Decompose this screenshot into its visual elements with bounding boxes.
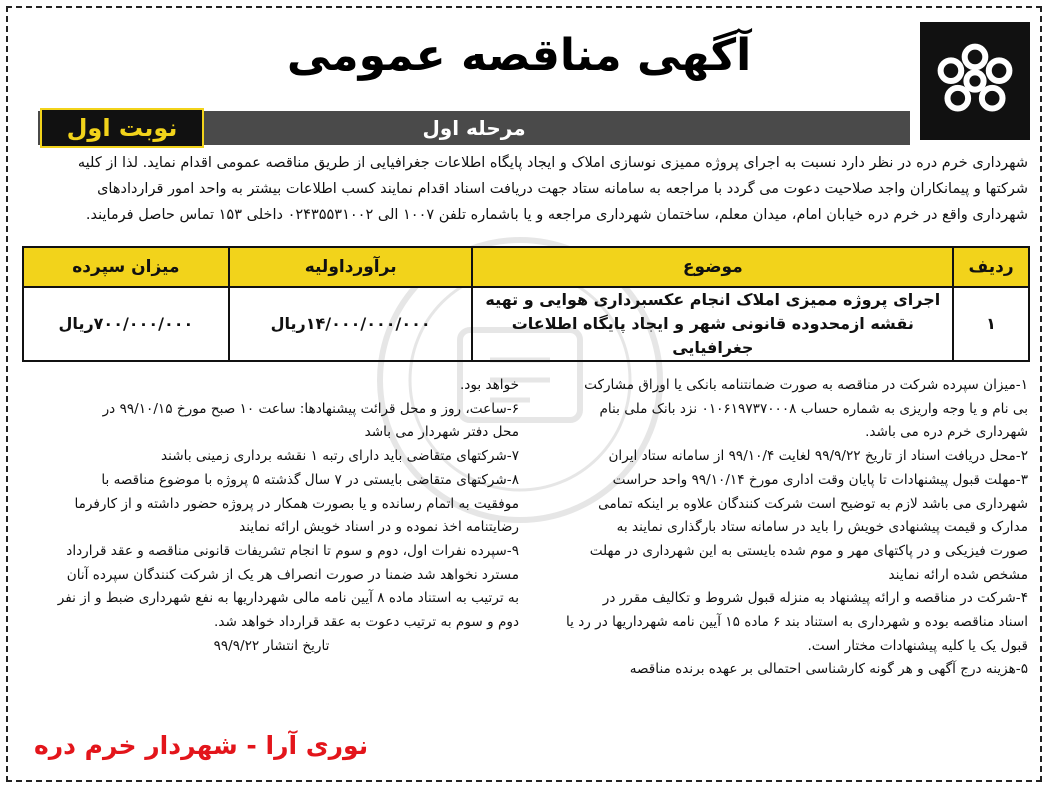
header-deposit: میزان سپرده bbox=[23, 247, 229, 287]
intro-line: شهرداری واقع در خرم دره خیابان امام، میدان معلم، ساختمان شهرداری مراجعه و یا باشماره تلفن ۱۰۰۷ الی ۰۲۴۳۵۵۳۱۰۰۲ داخلی ۱۵۳ تماس حاصل فرمایند. bbox=[85, 207, 1028, 223]
municipality-logo bbox=[920, 22, 1030, 140]
page-title: آگهی مناقصه عمومی bbox=[286, 30, 752, 81]
intro-line: شهرداری خرم دره در نظر دارد نسبت به اجرای پروژه ممیزی نوسازی املاک و ایجاد پایگاه اطلاعات جغرافیایی از طریق مناقصه عمومی اقدام نماید. لذا از کلیه bbox=[77, 155, 1028, 171]
header-index: ردیف bbox=[953, 247, 1029, 287]
tender-table bbox=[22, 246, 1030, 362]
term-line: محل دفتر شهردار می باشد bbox=[364, 424, 519, 441]
terms-column-right bbox=[533, 374, 1028, 754]
term-line: ۲-محل دریافت اسناد از تاریخ ۹۹/۹/۲۲ لغایت ۹۹/۱۰/۴ از سامانه ستاد ایران bbox=[608, 448, 1028, 465]
signature: نوری آرا - شهردار خرم دره bbox=[34, 731, 369, 760]
terms-section bbox=[24, 374, 1028, 754]
term-line: مدارک و قیمت پیشنهادی خویش را باید در سامانه ستاد بارگذاری نمایند به bbox=[616, 519, 1028, 536]
term-line: مسترد نخواهد شد ضمنا در صورت انصراف هر یک از شرکت کنندگان سپرده آنان bbox=[66, 566, 519, 583]
cell-subject bbox=[472, 287, 953, 361]
terms-column-left bbox=[24, 374, 519, 754]
phase-label: مرحله اول bbox=[422, 116, 526, 140]
term-line: ۹-سپرده نفرات اول، دوم و سوم تا انجام تشریفات قانونی مناقصه و عقد قرارداد bbox=[66, 542, 519, 559]
term-line: شهرداری می باشد لازم به توضیح است شرکت کنندگان علاوه بر اینکه تمامی bbox=[598, 495, 1028, 512]
subject-line: اجرای پروژه ممیزی املاک انجام عکسبرداری هوایی و تهیه bbox=[485, 290, 941, 309]
header-subject: موضوع bbox=[472, 247, 953, 287]
municipality-logo-icon bbox=[932, 38, 1018, 124]
term-line: شهرداری خرم دره می باشد. bbox=[865, 424, 1028, 441]
intro-paragraph bbox=[22, 150, 1028, 228]
term-line: ۱-میزان سپرده شرکت در مناقصه به صورت ضمانتنامه بانکی یا اوراق مشارکت bbox=[584, 377, 1028, 393]
term-line: بی نام و یا وجه واریزی به شماره حساب ۰۱۰۶۱۹۷۳۷۰۰۰۸ نزد بانک ملی بنام bbox=[599, 400, 1028, 417]
term-line: صورت فیزیکی و در پاکتهای مهر و موم شده بایستی به این شهرداری در مهلت bbox=[589, 542, 1028, 559]
term-line: قبول یک یا کلیه پیشنهادات مختار است. bbox=[807, 637, 1028, 654]
table-row bbox=[23, 287, 1029, 361]
term-line: ۸-شرکتهای متقاضی بایستی در ۷ سال گذشته ۵ پروژه با موضوع مناقصه با bbox=[101, 471, 519, 488]
term-line: مشخص شده ارائه نمایند bbox=[888, 566, 1028, 583]
term-line: رضایتنامه اخذ نموده و در اسناد خویش ارائه نمایند bbox=[239, 519, 519, 536]
round-badge: نوبت اول bbox=[40, 108, 204, 148]
cell-deposit: ۷۰۰/۰۰۰/۰۰۰ریال bbox=[23, 287, 229, 361]
term-line: خواهد بود. bbox=[459, 377, 519, 393]
intro-line: شرکتها و پیمانکاران واجد صلاحیت دعوت می گردد با مراجعه به سامانه ستاد جهت دریافت اسناد اقدام نمایند کسب اطلاعات بیشتر به واحد امور قراردادهای bbox=[97, 181, 1028, 197]
term-line: ۳-مهلت قبول پیشنهادات تا پایان وقت اداری مورخ ۹۹/۱۰/۱۴ واحد حراست bbox=[612, 471, 1028, 488]
publication-date: تاریخ انتشار ۹۹/۹/۲۲ bbox=[213, 637, 330, 654]
term-line: ۶-ساعت، روز و محل قرائت پیشنهادها: ساعت ۱۰ صبح مورخ ۹۹/۱۰/۱۵ در bbox=[102, 400, 519, 417]
cell-estimate: ۱۴/۰۰۰/۰۰۰/۰۰۰ریال bbox=[229, 287, 473, 361]
cell-index: ۱ bbox=[953, 287, 1029, 361]
term-line: موفقیت به اتمام رسانده و یا بصورت همکار در پروژه حضور داشته و از کارفرما bbox=[74, 495, 519, 512]
term-line: دوم و سوم به ترتیب دعوت به عقد قرارداد خواهد شد. bbox=[214, 614, 519, 631]
subject-line: نقشه ازمحدوده قانونی شهر و ایجاد پایگاه اطلاعات جغرافیایی bbox=[511, 314, 914, 357]
term-line: اسناد مناقصه بوده و شهرداری به استناد بند ۶ ماده ۱۵ آیین نامه شهرداریها در رد یا bbox=[565, 614, 1028, 631]
table-header-row bbox=[23, 247, 1029, 287]
term-line: به ترتیب به استناد ماده ۸ آیین نامه مالی شهرداریها به نفع شهرداری ضبط و از نفر bbox=[57, 590, 519, 607]
term-line: ۵-هزینه درج آگهی و هر گونه کارشناسی احتمالی بر عهده برنده مناقصه bbox=[629, 661, 1028, 678]
header-estimate: برآورداولیه bbox=[229, 247, 473, 287]
term-line: ۷-شرکتهای متقاضی باید دارای رتبه ۱ نقشه برداری زمینی باشند bbox=[161, 448, 519, 465]
term-line: ۴-شرکت در مناقصه و ارائه پیشنهاد به منزله قبول شروط و تکالیف مقرر در bbox=[602, 590, 1028, 607]
